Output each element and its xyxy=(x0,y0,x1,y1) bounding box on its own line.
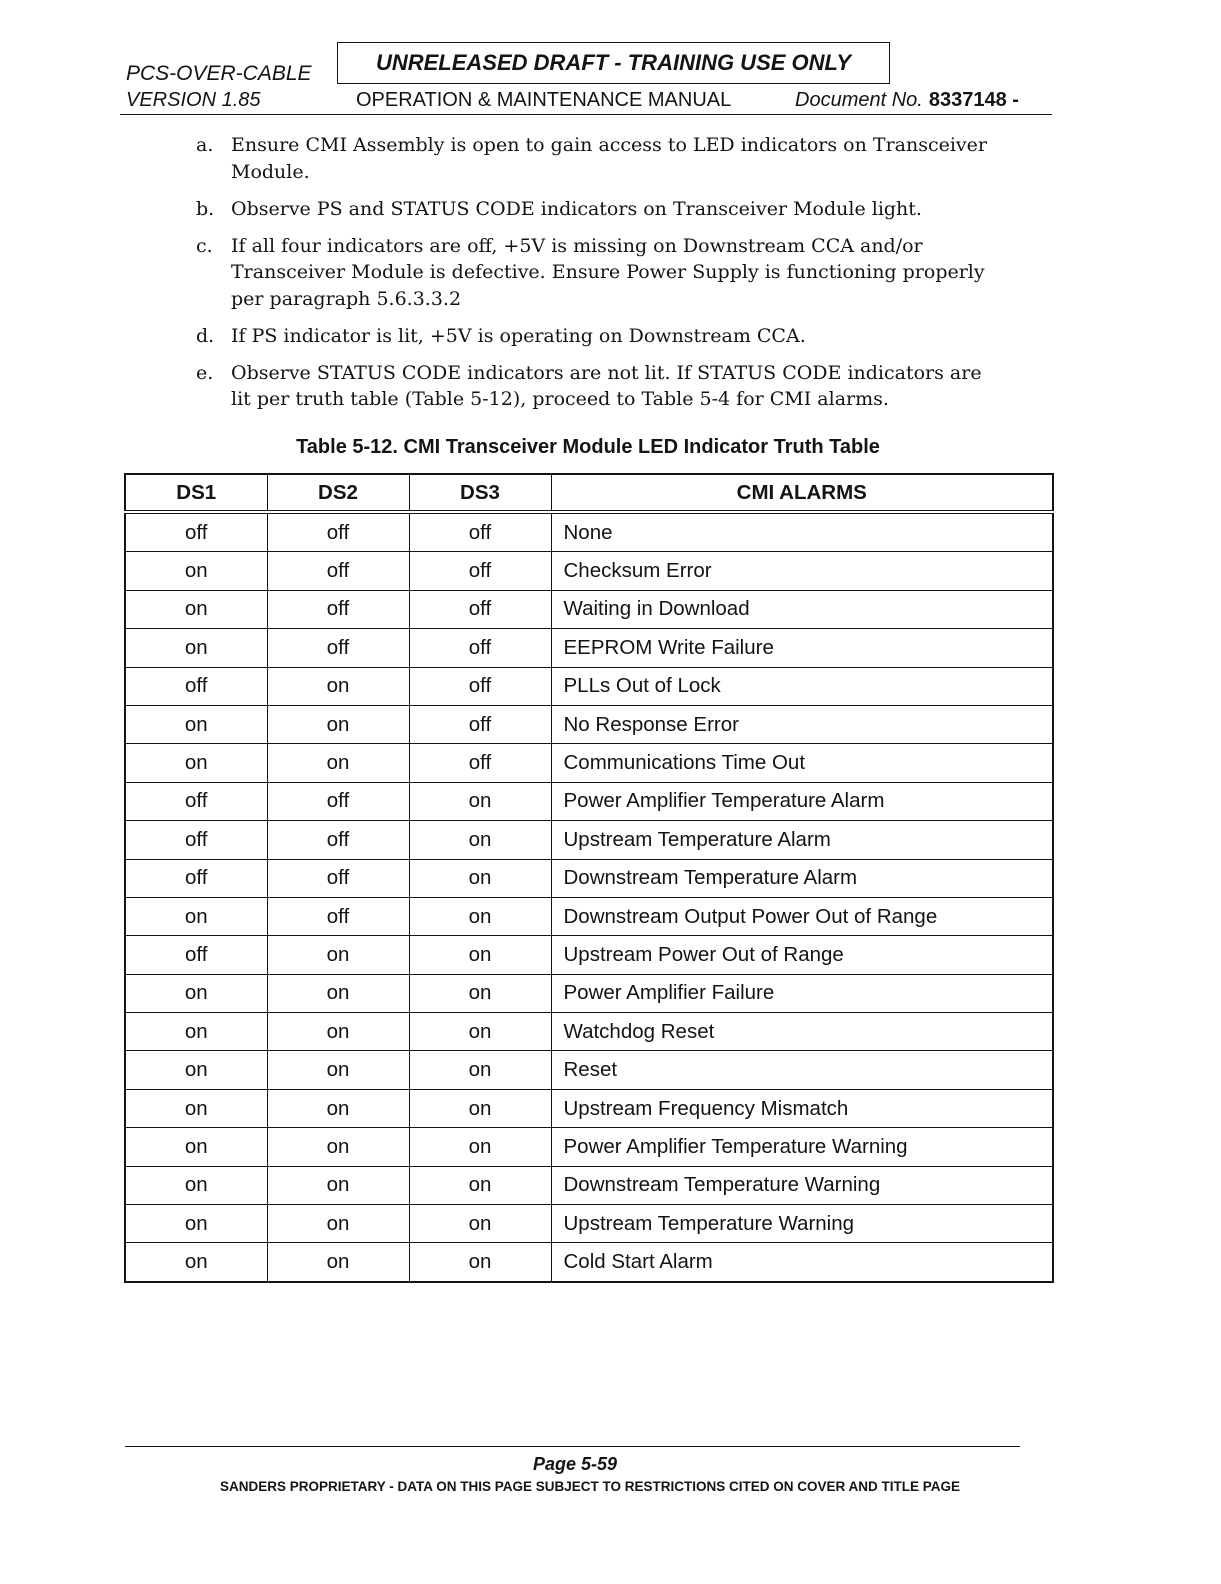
cell-cmi-alarm: Watchdog Reset xyxy=(551,1013,1053,1051)
cell-ds1: on xyxy=(125,590,267,628)
step-b xyxy=(196,196,1096,223)
cell-ds1: off xyxy=(125,667,267,705)
table-row xyxy=(125,512,1053,552)
step-line: Transceiver Module is defective. Ensure Power Supply is functioning properly xyxy=(231,261,985,283)
table-row xyxy=(125,1013,1053,1051)
step-label: d. xyxy=(196,324,215,347)
cell-cmi-alarm: Waiting in Download xyxy=(551,590,1053,628)
table-title: Table 5-12. CMI Transceiver Module LED Indicator Truth Table xyxy=(296,436,880,458)
table-row xyxy=(125,1205,1053,1243)
step-e xyxy=(196,360,1096,413)
table-row xyxy=(125,629,1053,667)
cell-cmi-alarm: Upstream Temperature Alarm xyxy=(551,821,1053,859)
cell-cmi-alarm: Downstream Temperature Warning xyxy=(551,1166,1053,1204)
cell-ds2: on xyxy=(267,1205,409,1243)
step-d xyxy=(196,323,1096,350)
cell-ds3: on xyxy=(409,936,551,974)
proprietary-notice: SANDERS PROPRIETARY - DATA ON THIS PAGE SUBJECT TO RESTRICTIONS CITED ON COVER AND TITLE PAGE xyxy=(219,1479,961,1494)
cell-cmi-alarm: No Response Error xyxy=(551,705,1053,743)
step-label: c. xyxy=(196,234,213,257)
cell-ds2: off xyxy=(267,629,409,667)
table-row xyxy=(125,667,1053,705)
cell-ds1: on xyxy=(125,1243,267,1282)
cell-cmi-alarm: Reset xyxy=(551,1051,1053,1089)
document-number-label: Document No. xyxy=(795,89,923,111)
cell-ds3: on xyxy=(409,1128,551,1166)
cell-ds1: on xyxy=(125,1089,267,1127)
cell-ds3: on xyxy=(409,1166,551,1204)
draft-banner xyxy=(337,42,890,84)
cell-ds1: on xyxy=(125,1051,267,1089)
cell-ds1: off xyxy=(125,512,267,552)
cell-ds3: on xyxy=(409,1013,551,1051)
manual-title: OPERATION & MAINTENANCE MANUAL xyxy=(356,89,732,111)
cell-ds1: on xyxy=(125,1128,267,1166)
cell-ds3: on xyxy=(409,897,551,935)
cell-ds3: on xyxy=(409,859,551,897)
column-header-ds3: DS3 xyxy=(409,474,551,512)
table-row xyxy=(125,782,1053,820)
table-row xyxy=(125,897,1053,935)
cell-ds2: on xyxy=(267,667,409,705)
procedure-steps xyxy=(196,132,1096,423)
cell-ds3: on xyxy=(409,1243,551,1282)
version-label: VERSION 1.85 xyxy=(126,89,261,111)
cell-cmi-alarm: Downstream Output Power Out of Range xyxy=(551,897,1053,935)
cell-ds1: on xyxy=(125,705,267,743)
step-text xyxy=(231,196,922,223)
document-number xyxy=(795,89,1019,112)
step-text xyxy=(231,132,987,185)
cell-ds1: on xyxy=(125,1205,267,1243)
cell-cmi-alarm: None xyxy=(551,512,1053,552)
cell-ds2: on xyxy=(267,1166,409,1204)
cell-ds3: off xyxy=(409,512,551,552)
cell-ds2: on xyxy=(267,974,409,1012)
cell-ds1: on xyxy=(125,1166,267,1204)
draft-banner-text: UNRELEASED DRAFT - TRAINING USE ONLY xyxy=(375,50,852,75)
cell-ds1: off xyxy=(125,936,267,974)
cell-cmi-alarm: Checksum Error xyxy=(551,552,1053,590)
cell-ds2: off xyxy=(267,897,409,935)
column-header-cmi-alarms: CMI ALARMS xyxy=(551,474,1053,512)
cell-ds1: off xyxy=(125,782,267,820)
step-label: a. xyxy=(196,134,214,156)
table-row xyxy=(125,859,1053,897)
cell-ds2: on xyxy=(267,1128,409,1166)
cell-cmi-alarm: Upstream Temperature Warning xyxy=(551,1205,1053,1243)
cell-cmi-alarm: Power Amplifier Temperature Alarm xyxy=(551,782,1053,820)
cell-ds2: on xyxy=(267,1243,409,1282)
cell-ds2: off xyxy=(267,552,409,590)
cell-ds2: off xyxy=(267,782,409,820)
step-line: Observe STATUS CODE indicators are not lit. If STATUS CODE indicators are xyxy=(231,361,982,384)
step-text xyxy=(231,360,982,413)
cell-cmi-alarm: PLLs Out of Lock xyxy=(551,667,1053,705)
cell-ds3: off xyxy=(409,629,551,667)
cell-ds2: off xyxy=(267,590,409,628)
cell-cmi-alarm: Power Amplifier Temperature Warning xyxy=(551,1128,1053,1166)
cell-ds3: off xyxy=(409,667,551,705)
cell-ds2: on xyxy=(267,1051,409,1089)
product-name: PCS-OVER-CABLE xyxy=(126,62,312,85)
table-row xyxy=(125,744,1053,782)
table-row xyxy=(125,936,1053,974)
step-line: per paragraph 5.6.3.3.2 xyxy=(231,287,462,310)
cell-ds3: off xyxy=(409,744,551,782)
cell-ds1: off xyxy=(125,859,267,897)
cell-cmi-alarm: Cold Start Alarm xyxy=(551,1243,1053,1282)
table-row xyxy=(125,705,1053,743)
cell-ds2: on xyxy=(267,705,409,743)
footer-rule xyxy=(125,1446,1020,1447)
cell-ds1: off xyxy=(125,821,267,859)
step-a xyxy=(196,132,1096,185)
cell-ds3: on xyxy=(409,1051,551,1089)
cell-ds2: on xyxy=(267,744,409,782)
table-row xyxy=(125,552,1053,590)
step-text xyxy=(231,323,806,350)
table-header-row xyxy=(125,474,1053,512)
step-label: e. xyxy=(196,361,214,384)
table-row xyxy=(125,1089,1053,1127)
cell-ds1: on xyxy=(125,629,267,667)
cell-ds2: off xyxy=(267,859,409,897)
cell-ds1: on xyxy=(125,552,267,590)
page-number: Page 5-59 xyxy=(532,1454,618,1474)
cell-ds3: on xyxy=(409,1089,551,1127)
cell-ds3: off xyxy=(409,552,551,590)
table-row xyxy=(125,821,1053,859)
cell-cmi-alarm: Upstream Power Out of Range xyxy=(551,936,1053,974)
column-header-ds1: DS1 xyxy=(125,474,267,512)
table-row xyxy=(125,590,1053,628)
step-c xyxy=(196,233,1096,313)
cell-ds2: on xyxy=(267,1089,409,1127)
cell-ds2: on xyxy=(267,936,409,974)
table-row xyxy=(125,1243,1053,1282)
cell-cmi-alarm: Downstream Temperature Alarm xyxy=(551,859,1053,897)
table-body xyxy=(125,512,1053,1282)
cell-cmi-alarm: Communications Time Out xyxy=(551,744,1053,782)
header-rule xyxy=(120,114,1052,115)
cell-cmi-alarm: Upstream Frequency Mismatch xyxy=(551,1089,1053,1127)
cell-ds3: on xyxy=(409,1205,551,1243)
cell-ds1: on xyxy=(125,744,267,782)
cell-ds2: off xyxy=(267,821,409,859)
cell-cmi-alarm: EEPROM Write Failure xyxy=(551,629,1053,667)
column-header-ds2: DS2 xyxy=(267,474,409,512)
document-number-value: 8337148 - xyxy=(928,89,1019,111)
step-text xyxy=(231,233,985,313)
cell-ds3: on xyxy=(409,974,551,1012)
cell-ds3: on xyxy=(409,782,551,820)
table-row xyxy=(125,974,1053,1012)
truth-table xyxy=(124,473,1054,1283)
step-line: If PS indicator is lit, +5V is operating on Downstream CCA. xyxy=(231,324,806,347)
cell-ds1: on xyxy=(125,1013,267,1051)
cell-cmi-alarm: Power Amplifier Failure xyxy=(551,974,1053,1012)
cell-ds3: off xyxy=(409,590,551,628)
table-row xyxy=(125,1166,1053,1204)
step-line: Ensure CMI Assembly is open to gain access to LED indicators on Transceiver xyxy=(231,134,987,156)
cell-ds3: off xyxy=(409,705,551,743)
step-line: If all four indicators are off, +5V is missing on Downstream CCA and/or xyxy=(231,234,923,257)
step-line: Module. xyxy=(231,160,310,183)
step-line: lit per truth table (Table 5-12), proceed to Table 5-4 for CMI alarms. xyxy=(231,388,889,410)
cell-ds1: on xyxy=(125,974,267,1012)
table-row xyxy=(125,1128,1053,1166)
step-label: b. xyxy=(196,197,215,220)
table-row xyxy=(125,1051,1053,1089)
cell-ds2: on xyxy=(267,1013,409,1051)
cell-ds2: off xyxy=(267,512,409,552)
cell-ds3: on xyxy=(409,821,551,859)
cell-ds1: on xyxy=(125,897,267,935)
step-line: Observe PS and STATUS CODE indicators on Transceiver Module light. xyxy=(231,197,922,220)
